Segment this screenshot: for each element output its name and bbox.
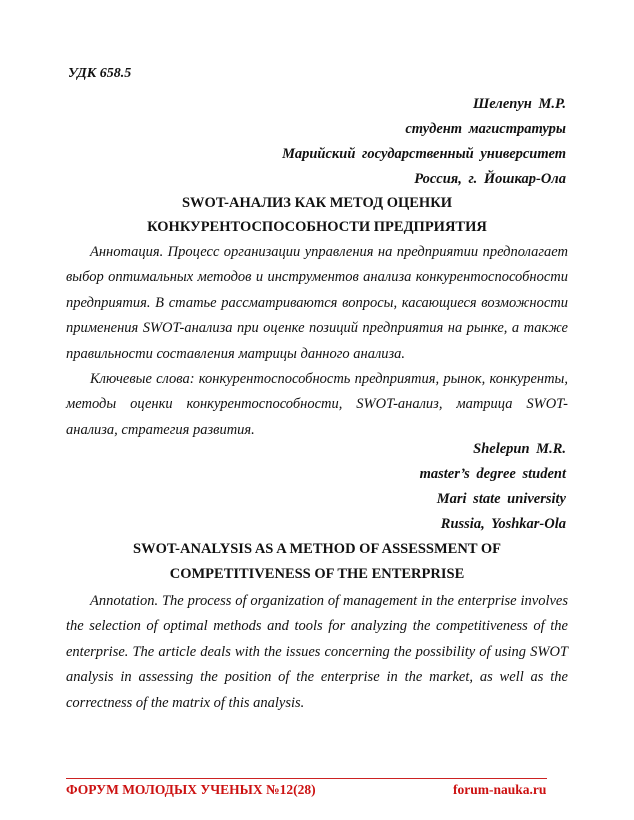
ru-title-line1: SWOT-АНАЛИЗ КАК МЕТОД ОЦЕНКИ — [181, 195, 452, 211]
udk-code: УДК 658.5 — [68, 66, 132, 81]
ru-title-line2: КОНКУРЕНТОСПОСОБНОСТИ ПРЕДПРИЯТИЯ — [147, 219, 487, 235]
ru-author-name: Шелепун М.Р. — [472, 96, 566, 112]
footer-divider — [66, 778, 547, 779]
en-title-line2: COMPETITIVENESS OF THE ENTERPRISE — [169, 566, 465, 582]
ru-author-location: Россия, г. Йошкар-Ола — [414, 171, 566, 187]
en-author-name: Shelepun M.R. — [473, 441, 566, 457]
en-author-status: master’s degree student — [419, 466, 566, 482]
footer-site-link[interactable]: forum-nauka.ru — [453, 782, 547, 797]
ru-annotation: Аннотация. Процесс организации управления на предприятии предполагает выбор оптимальных методов и инструментов анализа конкурентоспособности предприятия. В статье рассматриваются вопросы, касающиеся возможности применения SWOT-анализа при оценке позиций предприятия на рынке, а также правильности составления матрицы данного анализа. — [66, 244, 568, 362]
en-author-location: Russia, Yoshkar-Ola — [440, 516, 566, 532]
en-annotation: Annotation. The process of organization of management in the enterprise involves the selection of optimal methods and tools for analyzing the competitiveness of the enterprise. The article deals with the issues concerning the possibility of using SWOT analysis in assessing the position of the enterprise in the market, as well as the correctness of the matrix of this analysis. — [66, 593, 568, 711]
en-title-line1: SWOT-ANALYSIS AS A METHOD OF ASSESSMENT OF — [133, 541, 501, 557]
ru-author-university: Марийский государственный университет — [282, 146, 566, 162]
footer-journal: ФОРУМ МОЛОДЫХ УЧЕНЫХ №12(28) — [66, 782, 316, 797]
ru-author-status: студент магистратуры — [405, 121, 566, 137]
en-author-university: Mari state university — [436, 491, 566, 507]
ru-keywords: Ключевые слова: конкурентоспособность предприятия, рынок, конкуренты, методы оценки конкурентоспособности, SWOT-анализ, матрица SWOT-анализа, стратегия развития. — [66, 371, 568, 438]
